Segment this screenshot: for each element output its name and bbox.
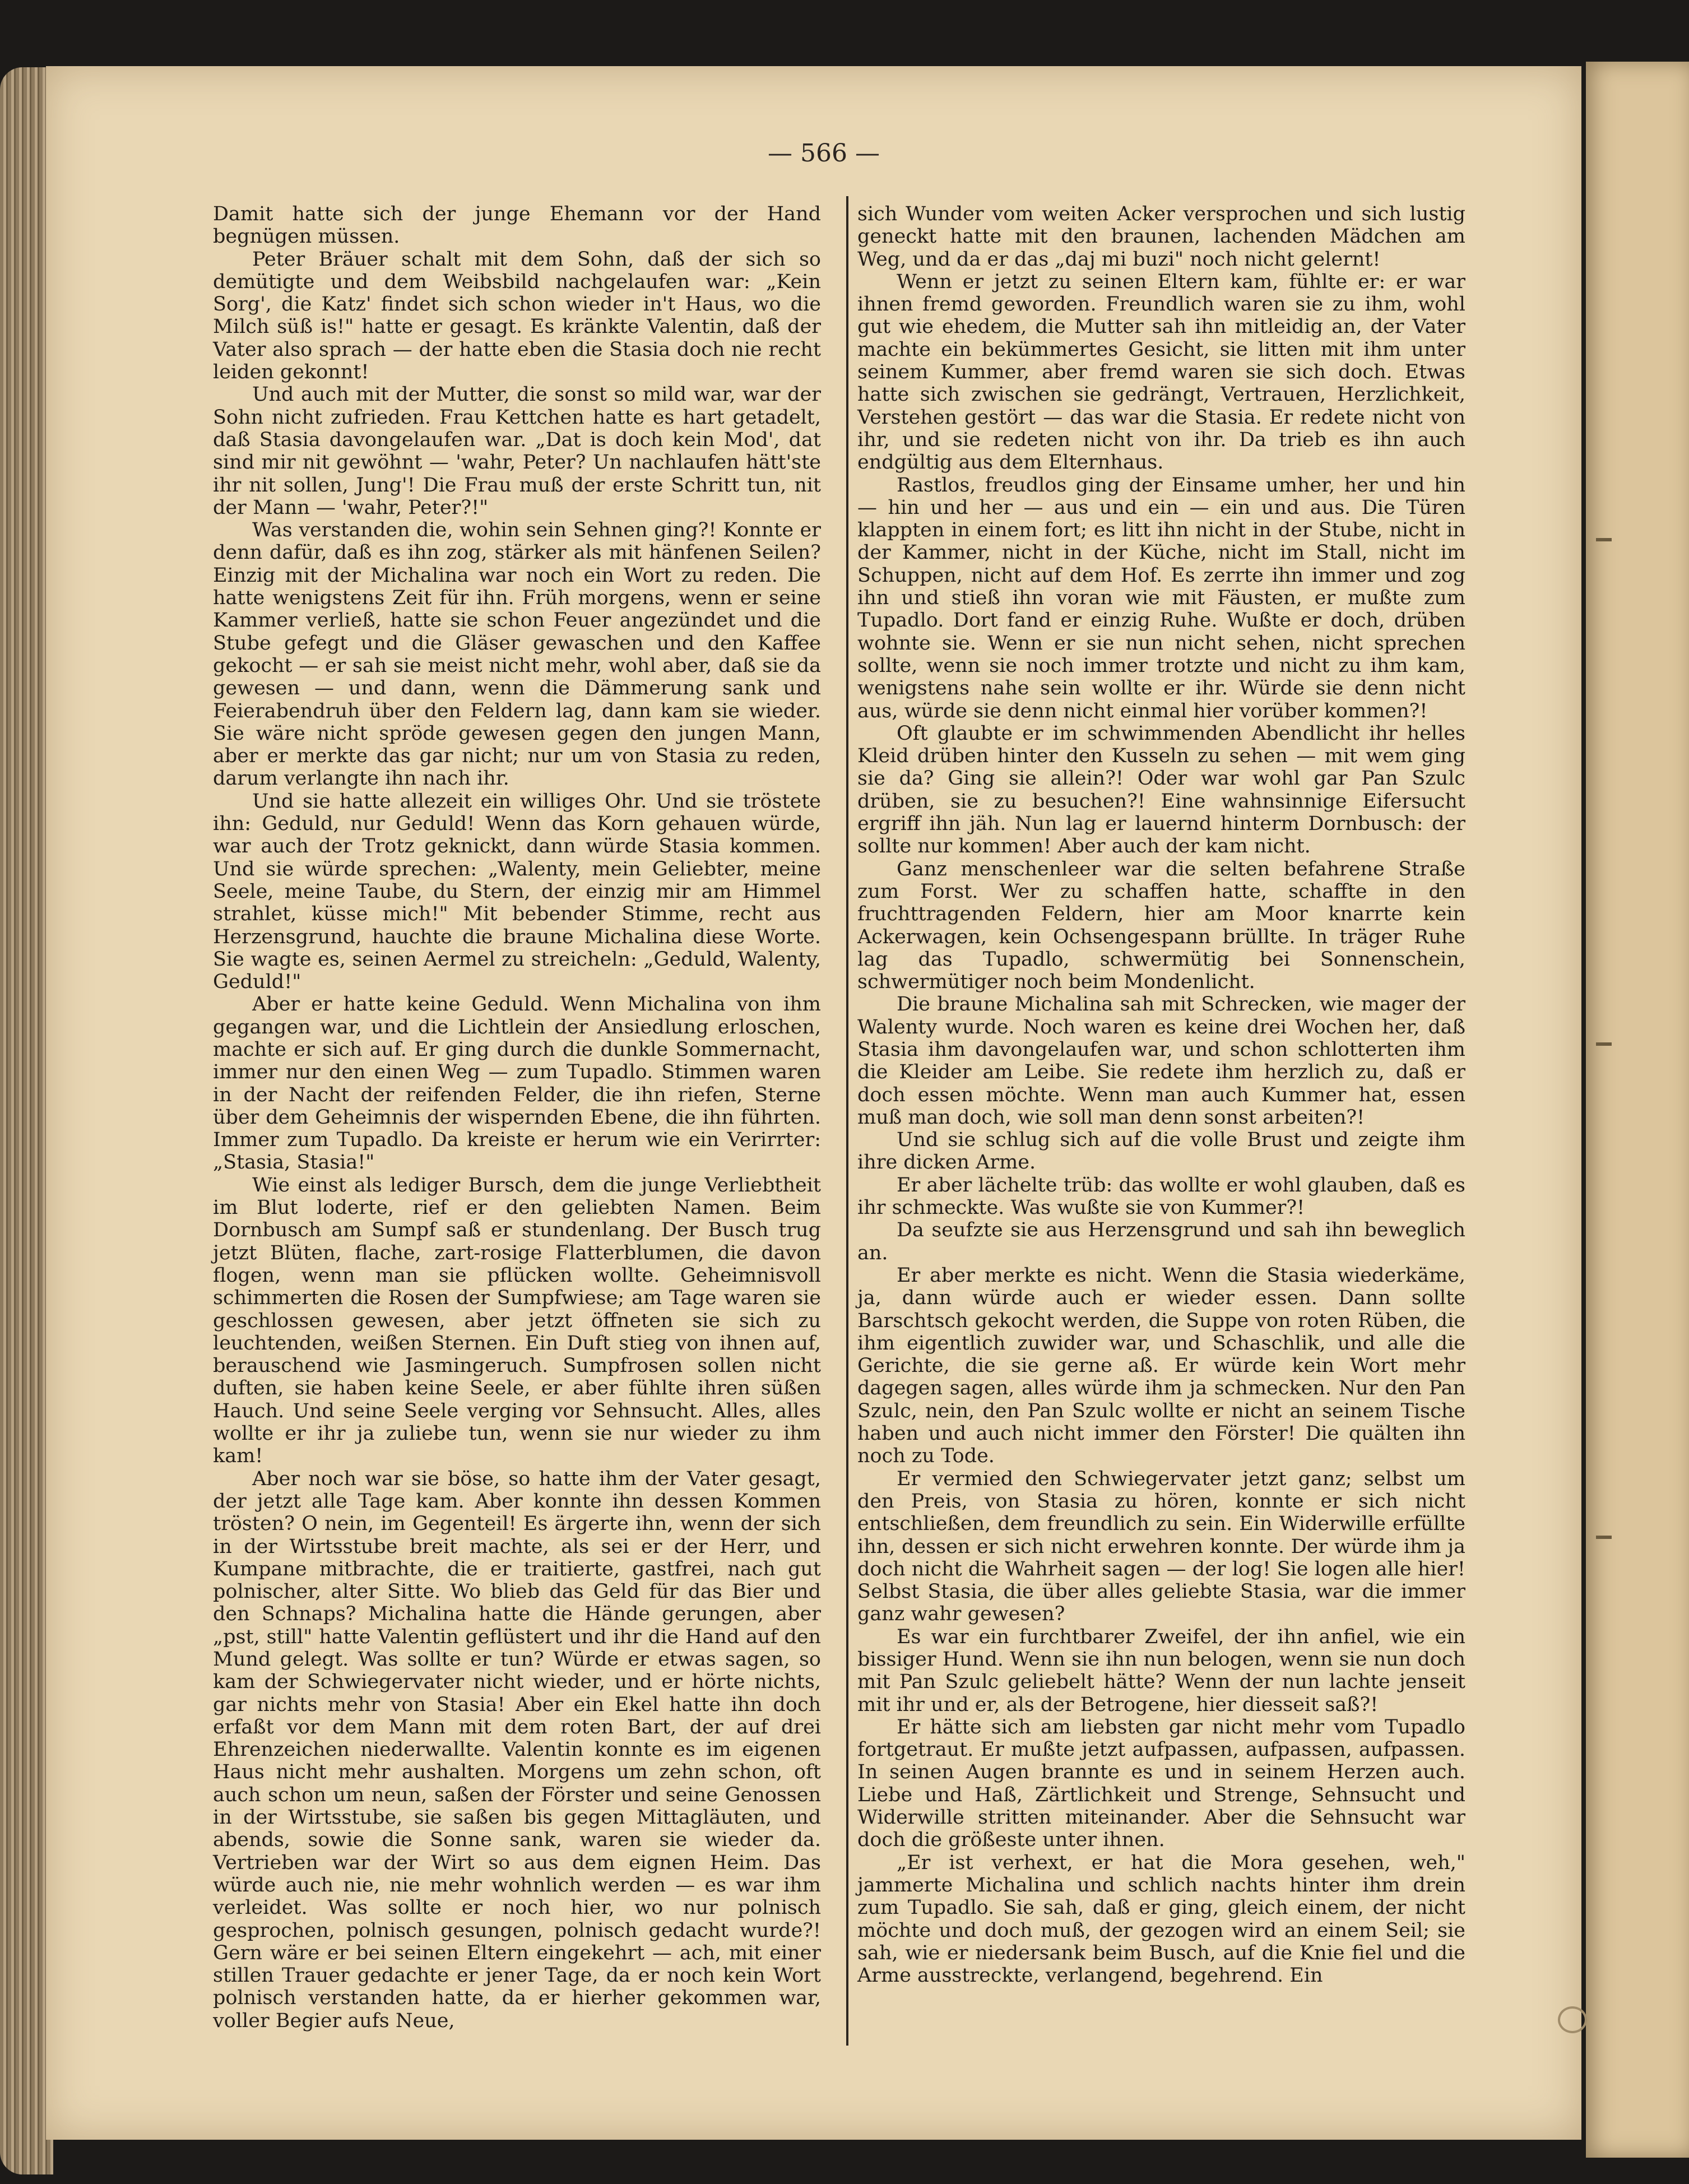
paragraph: Damit hatte sich der junge Ehemann vor der Hand begnügen müssen. — [213, 203, 821, 248]
page-corner-mark — [1558, 2006, 1587, 2033]
paragraph: Er hätte sich am liebsten gar nicht mehr vom Tupadlo fortgetraut. Er mußte jetzt aufpassen, aufpassen, aufpassen. In seinen Augen brannte es und in seinem Herzen auch. Liebe und Haß, Zärtlichkeit und Strenge, Sehnsucht und Widerwille stritten miteinander. Aber die Sehnsucht war doch die größeste unter ihnen. — [857, 1715, 1465, 1852]
paragraph: Und auch mit der Mutter, die sonst so mild war, war der Sohn nicht zufrieden. Frau Kettchen hatte es hart getadelt, daß Stasia davongelaufen war. „Dat is doch kein Mod', dat sind mir nit gewöhnt — 'wahr, Peter? Un nachlaufen hätt'ste ihr nit sollen, Jung'! Die Frau muß der erste Schritt tun, nit der Mann — 'wahr, Peter?!" — [213, 383, 821, 519]
paragraph: Wie einst als lediger Bursch, dem die junge Verliebtheit im Blut loderte, rief er den geliebten Namen. Beim Dornbusch am Sumpf saß er stundenlang. Der Busch trug jetzt Blüten, flache, zart-rosige Flatterblumen, die davon flogen, wenn man sie pflücken wollte. Geheimnisvoll schimmerten die Rosen der Sumpfwiese; am Tage waren sie geschlossen gewesen, aber jetzt öffneten sie sich zu leuchtenden, weißen Sternen. Ein Duft stieg von ihnen auf, berauschend wie Jasmingeruch. Sumpfrosen sollen nicht duften, sie haben keine Seele, er aber fühlte ihren süßen Hauch. Und seine Seele verging vor Sehnsucht. Alles, alles wollte er ihr ja zuliebe tun, wenn sie nur wieder zu ihm kam! — [213, 1174, 821, 1468]
paragraph: Die braune Michalina sah mit Schrecken, wie mager der Walenty wurde. Noch waren es keine drei Wochen her, daß Stasia ihm davongelaufen war, und schon schlotterten ihm die Kleider am Leibe. Sie redete ihm herzlich zu, daß er doch essen möchte. Wenn man auch Kummer hat, essen muß man doch, wie soll man denn sonst arbeiten?! — [857, 993, 1465, 1129]
page-number: — 566 — — [768, 139, 880, 168]
paragraph: Oft glaubte er im schwimmenden Abendlicht ihr helles Kleid drüben hinter den Kusseln zu sehen — mit wem ging sie da? Ging sie allein?! Oder war wohl gar Pan Szulc drüben, sie zu besuchen?! Eine wahnsinnige Eifersucht ergriff ihn jäh. Nun lag er lauernd hinterm Dornbusch: der sollte nur kommen! Aber auch der kam nicht. — [857, 722, 1465, 858]
registration-mark — [1596, 1042, 1612, 1046]
column-divider — [846, 196, 848, 2046]
text-column-right — [857, 203, 1465, 1987]
paragraph: Da seufzte sie aus Herzensgrund und sah ihn beweglich an. — [857, 1219, 1465, 1264]
paragraph: Peter Bräuer schalt mit dem Sohn, daß der sich so demütigte und dem Weibsbild nachgelaufen war: „Kein Sorg', die Katz' findet sich schon wieder in't Haus, wo die Milch süß is!" hatte er gesagt. Es kränkte Valentin, daß der Vater also sprach — der hatte eben die Stasia doch nie recht leiden gekonnt! — [213, 248, 821, 384]
adjacent-page-edge — [1586, 62, 1689, 2158]
paragraph: Er aber lächelte trüb: das wollte er wohl glauben, daß es ihr schmeckte. Was wußte sie von Kummer?! — [857, 1174, 1465, 1219]
book-binding-edge — [0, 67, 53, 2174]
registration-mark — [1596, 538, 1612, 541]
paragraph: Wenn er jetzt zu seinen Eltern kam, fühlte er: er war ihnen fremd geworden. Freundlich waren sie zu ihm, wohl gut wie ehedem, die Mutter sah ihn mitleidig an, der Vater machte ein bekümmertes Gesicht, sie litten mit ihm unter seinem Kummer, aber fremd waren sie sich doch. Etwas hatte sich zwischen sie gedrängt, Vertrauen, Herzlichkeit, Verstehen gestört — das war die Stasia. Er redete nicht von ihr, und sie redeten nicht von ihr. Da trieb es ihn auch endgültig aus dem Elternhaus. — [857, 270, 1465, 474]
paragraph: Aber noch war sie böse, so hatte ihm der Vater gesagt, der jetzt alle Tage kam. Aber konnte ihn dessen Kommen trösten? O nein, im Gegenteil! Es ärgerte ihn, wenn der sich in der Wirtsstube breit machte, als sei er der Herr, und Kumpane mitbrachte, die er traitierte, gastfrei, nach gut polnischer, alter Sitte. Wo blieb das Geld für das Bier und den Schnaps? Michalina hatte die Hände gerungen, aber „pst, still" hatte Valentin geflüstert und ihr die Hand auf den Mund gelegt. Was sollte er tun? Würde er etwas sagen, so kam der Schwiegervater nicht wieder, und er hörte nichts, gar nichts mehr von Stasia! Aber ein Ekel hatte ihn doch erfaßt vor dem Mann mit dem roten Bart, der auf drei Ehrenzeichen niederwallte. Valentin konnte es im eigenen Haus nicht mehr aushalten. Morgens um zehn schon, oft auch schon um neun, saßen der Förster und seine Genossen in der Wirtsstube, sie saßen bis gegen Mittagläuten, und abends, sowie die Sonne sank, waren sie wieder da. Vertrieben war der Wirt so aus dem eignen Heim. Das würde auch nie, nie mehr wohnlich werden — es war ihm verleidet. Was sollte er noch hier, wo nur polnisch gesprochen, polnisch gesungen, polnisch gedacht wurde?! Gern wäre er bei seinen Eltern eingekehrt — ach, mit einer stillen Trauer gedachte er jener Tage, da er noch kein Wort polnisch verstanden hatte, da er hierher gekommen war, voller Begier aufs Neue, — [213, 1467, 821, 2032]
paragraph: Was verstanden die, wohin sein Sehnen ging?! Konnte er denn dafür, daß es ihn zog, stärker als mit hänfenen Seilen? Einzig mit der Michalina war noch ein Wort zu reden. Die hatte wenigstens Zeit für ihn. Früh morgens, wenn er seine Kammer verließ, hatte sie schon Feuer angezündet und die Stube gefegt und die Gläser gewaschen und den Kaffee gekocht — er sah sie meist nicht mehr, wohl aber, daß sie da gewesen — und dann, wenn die Dämmerung sank und Feierabendruh über den Feldern lag, dann kam sie wieder. Sie wäre nicht spröde gewesen gegen den jungen Mann, aber er merkte das gar nicht; nur um von Stasia zu reden, darum verlangte ihn nach ihr. — [213, 519, 821, 790]
paragraph: Er vermied den Schwiegervater jetzt ganz; selbst um den Preis, von Stasia zu hören, konnte er sich nicht entschließen, dem freundlich zu sein. Ein Widerwille erfüllte ihn, dessen er sich nicht erwehren konnte. Der würde ihm ja doch nicht die Wahrheit sagen — der log! Sie logen alle hier! Selbst Stasia, die über alles geliebte Stasia, war die immer ganz wahr gewesen? — [857, 1467, 1465, 1626]
registration-mark — [1596, 1536, 1612, 1539]
paragraph: Und sie hatte allezeit ein williges Ohr. Und sie tröstete ihn: Geduld, nur Geduld! Wenn das Korn gehauen würde, war auch der Trotz geknickt, dann würde Stasia kommen. Und sie würde sprechen: „Walenty, mein Geliebter, meine Seele, meine Taube, du Stern, der einzig mir am Himmel strahlet, küsse mich!" Mit bebender Stimme, recht aus Herzensgrund, hauchte die braune Michalina diese Worte. Sie wagte es, seinen Aermel zu streicheln: „Geduld, Walenty, Geduld!" — [213, 790, 821, 994]
paragraph: „Er ist verhext, er hat die Mora gesehen, weh," jammerte Michalina und schlich nachts hinter ihm drein zum Tupadlo. Sie sah, daß er ging, gleich einem, der nicht möchte und doch muß, der gezogen wird an einem Seil; sie sah, wie er niedersank beim Busch, auf die Knie fiel und die Arme ausstreckte, verlangend, begehrend. Ein — [857, 1851, 1465, 1987]
paragraph: Es war ein furchtbarer Zweifel, der ihn anfiel, wie ein bissiger Hund. Wenn sie ihn nun belogen, wenn sie nun doch mit Pan Szulc geliebelt hätte? Wenn der nun lachte jenseit mit ihr und er, als der Betrogene, hier diesseit saß?! — [857, 1625, 1465, 1716]
paragraph: Und sie schlug sich auf die volle Brust und zeigte ihm ihre dicken Arme. — [857, 1129, 1465, 1174]
paragraph: Aber er hatte keine Geduld. Wenn Michalina von ihm gegangen war, und die Lichtlein der Ansiedlung erloschen, machte er sich auf. Er ging durch die dunkle Sommernacht, immer nur den einen Weg — zum Tupadlo. Stimmen waren in der Nacht der reifenden Felder, die ihn riefen, Sterne über dem Geheimnis der wispernden Ebene, die ihn führten. Immer zum Tupadlo. Da kreiste er herum wie ein Verirrter: „Stasia, Stasia!" — [213, 993, 821, 1174]
paragraph: Rastlos, freudlos ging der Einsame umher, her und hin — hin und her — aus und ein — ein und aus. Die Türen klappten in einem fort; es litt ihn nicht in der Stube, nicht in der Kammer, nicht in der Küche, nicht im Stall, nicht im Schuppen, nicht auf dem Hof. Es zerrte ihn immer und zog ihn und stieß ihn voran wie mit Fäusten, er mußte zum Tupadlo. Dort fand er einzig Ruhe. Wußte er doch, drüben wohnte sie. Wenn er sie nun nicht sehen, nicht sprechen sollte, wenn sie noch immer trotzte und nicht zu ihm kam, wenigstens nahe sein wollte er ihr. Würde sie denn nicht aus, würde sie denn nicht einmal hier vorüber kommen?! — [857, 474, 1465, 722]
paragraph: sich Wunder vom weiten Acker versprochen und sich lustig geneckt hatte mit den braunen, lachenden Mädchen am Weg, und da er das „daj mi buzi" noch nicht gelernt! — [857, 203, 1465, 271]
paragraph: Er aber merkte es nicht. Wenn die Stasia wiederkäme, ja, dann würde auch er wieder essen. Dann sollte Barschtsch gekocht werden, die Suppe von roten Rüben, die ihm eigentlich zuwider war, und Schaschlik, und alle die Gerichte, die sie gerne aß. Er würde kein Wort mehr dagegen sagen, alles würde ihm ja schmecken. Nur den Pan Szulc, nein, den Pan Szulc wollte er nicht an seinem Tische haben und auch nicht immer den Förster! Die quälten ihn noch zu Tode. — [857, 1264, 1465, 1468]
text-column-left — [213, 203, 821, 2032]
paragraph: Ganz menschenleer war die selten befahrene Straße zum Forst. Wer zu schaffen hatte, schaffte in den fruchttragenden Feldern, hier am Moor knarrte kein Ackerwagen, kein Ochsengespann brüllte. In träger Ruhe lag das Tupadlo, schwermütig bei Sonnenschein, schwermütiger noch beim Mondenlicht. — [857, 857, 1465, 994]
